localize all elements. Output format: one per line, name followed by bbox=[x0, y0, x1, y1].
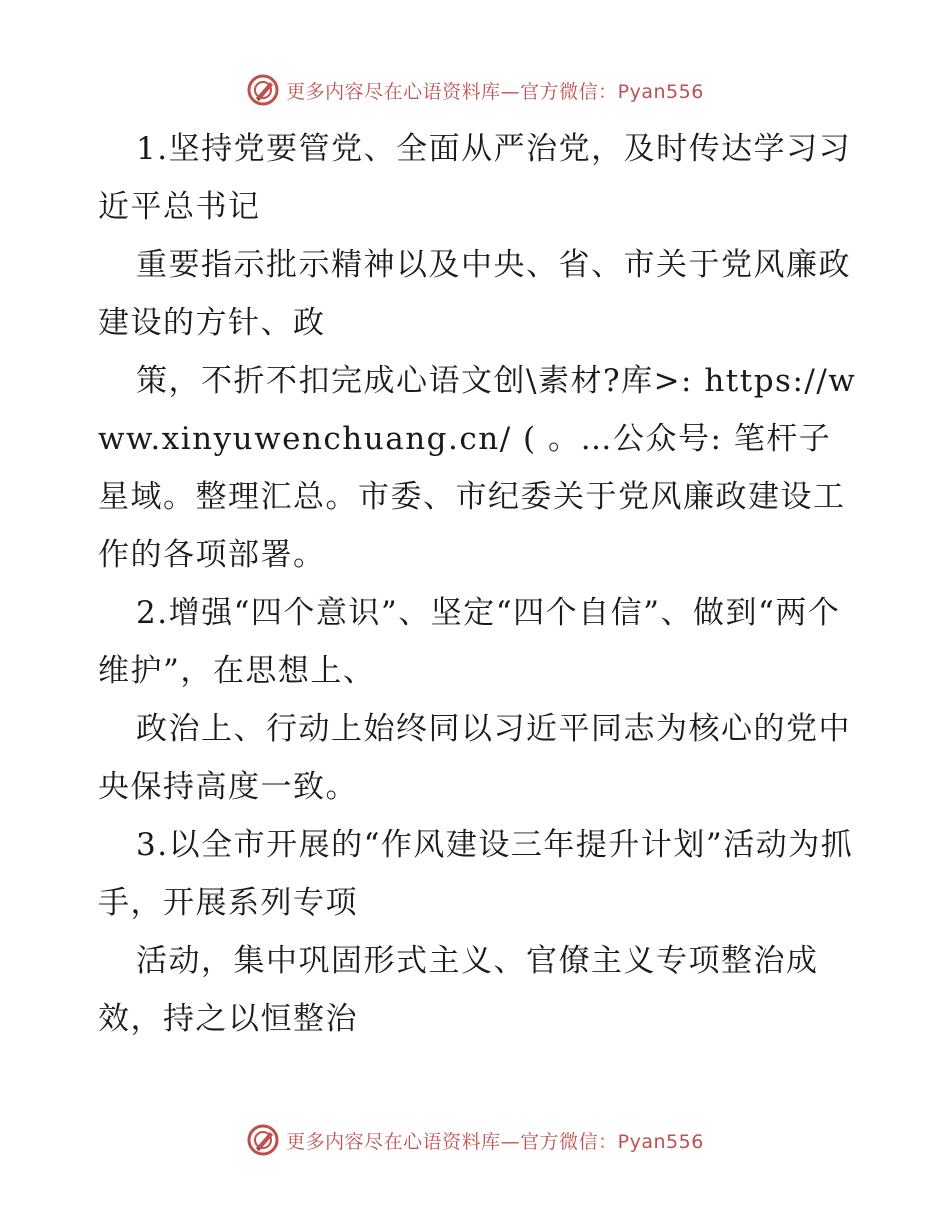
watermark-text: 更多内容尽在心语资料库—官方微信：Pyan556 bbox=[286, 1130, 704, 1153]
paragraph: 3.以全市开展的“作风建设三年提升计划”活动为抓手，开展系列专项 bbox=[98, 827, 854, 921]
paragraph: 策，不折不扣完成心语文创\素材?库>: https://www.xinyuwenchuang.cn/ ( 。…公众号: 笔杆子星域。整理汇总。市委、市纪委关于党风廉政建设工作的各项部署。 bbox=[98, 363, 857, 573]
header-watermark bbox=[0, 70, 950, 110]
pen-seal-logo-icon bbox=[246, 73, 280, 107]
footer-watermark bbox=[0, 1120, 950, 1160]
watermark-text: 更多内容尽在心语资料库—官方微信：Pyan556 bbox=[286, 80, 704, 103]
paragraph: 1.坚持党要管党、全面从严治党，及时传达学习习近平总书记 bbox=[98, 131, 852, 225]
paragraph: 重要指示批示精神以及中央、省、市关于党风廉政建设的方针、政 bbox=[98, 247, 851, 341]
paragraph: 活动，集中巩固形式主义、官僚主义专项整治成效，持之以恒整治 bbox=[98, 943, 819, 1037]
pen-seal-logo-icon bbox=[246, 1123, 280, 1157]
document-body bbox=[98, 120, 858, 1048]
paragraph: 2.增强“四个意识”、坚定“四个自信”、做到“两个维护”，在思想上、 bbox=[98, 595, 841, 689]
paragraph: 政治上、行动上始终同以习近平同志为核心的党中央保持高度一致。 bbox=[98, 711, 851, 805]
